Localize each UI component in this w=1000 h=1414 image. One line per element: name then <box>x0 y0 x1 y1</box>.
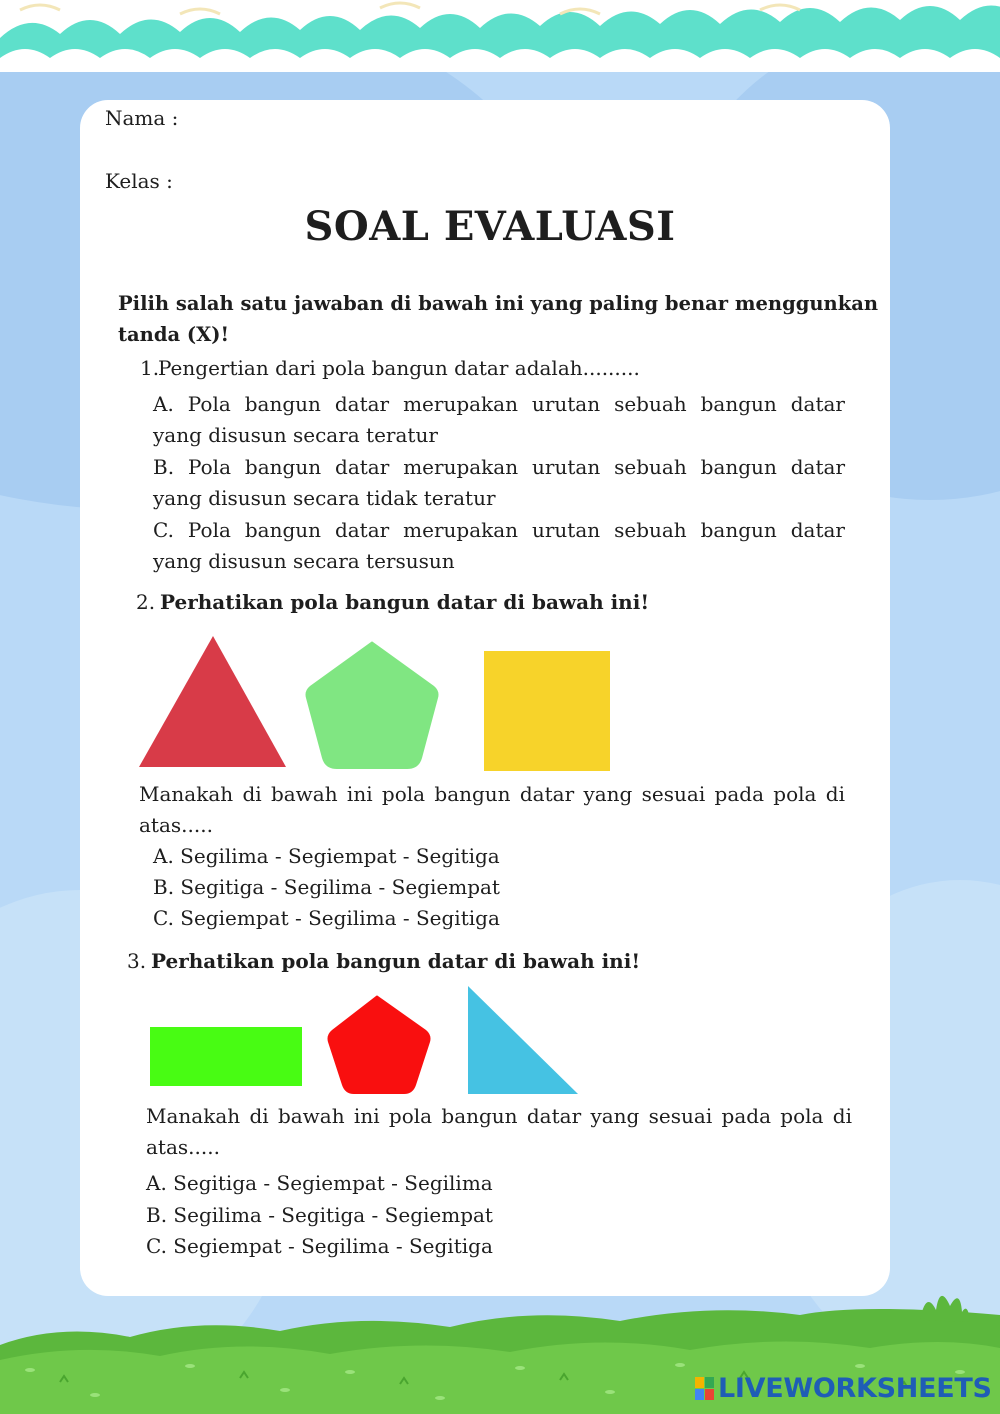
q1-option-b-line-2[interactable]: yang disusun secara tidak teratur <box>153 486 496 510</box>
class-label: Kelas : <box>105 169 173 193</box>
liveworksheets-logo-icon <box>695 1377 715 1401</box>
q1-option-a-line-1[interactable]: A. Pola bangun datar merupakan urutan sebuah bangun datar <box>153 392 845 416</box>
q3-option-c[interactable]: C. Segiempat - Segilima - Segitiga <box>146 1234 493 1258</box>
q3-question: Perhatikan pola bangun datar di bawah ini! <box>151 949 641 973</box>
instruction-line-1: Pilih salah satu jawaban di bawah ini yang paling benar menggunkan <box>118 292 879 315</box>
q2-option-a[interactable]: A. Segilima - Segiempat - Segitiga <box>153 844 500 868</box>
q3-prompt-line-2: atas..... <box>146 1135 220 1159</box>
square-icon <box>484 651 610 771</box>
rectangle-icon <box>150 1027 302 1086</box>
q1-option-c-line-1[interactable]: C. Pola bangun datar merupakan urutan sebuah bangun datar <box>153 518 845 542</box>
wave-border <box>0 0 1000 72</box>
instruction-line-2: tanda (X)! <box>118 323 230 346</box>
q1-option-c-line-2[interactable]: yang disusun secara tersusun <box>153 549 455 573</box>
q3-number: 3. <box>127 949 147 973</box>
pentagon-icon <box>306 642 439 770</box>
q3-prompt-line-1: Manakah di bawah ini pola bangun datar yang sesuai pada pola di <box>146 1104 852 1128</box>
q3-option-b[interactable]: B. Segilima - Segitiga - Segiempat <box>146 1203 493 1227</box>
q1-question: Pengertian dari pola bangun datar adalah......... <box>158 356 640 380</box>
q2-option-b[interactable]: B. Segitiga - Segilima - Segiempat <box>153 875 500 899</box>
q3-shape-pattern <box>146 984 586 1096</box>
q2-question: Perhatikan pola bangun datar di bawah ini! <box>160 590 650 614</box>
brand-logo-text: LIVEWORKSHEETS <box>718 1373 992 1404</box>
q2-number: 2. <box>136 590 156 614</box>
q1-option-b-line-1[interactable]: B. Pola bangun datar merupakan urutan sebuah bangun datar <box>153 455 845 479</box>
pentagon-icon <box>328 996 431 1095</box>
q2-shape-pattern <box>136 634 616 776</box>
q3-option-a[interactable]: A. Segitiga - Segiempat - Segilima <box>146 1171 493 1195</box>
q2-option-c[interactable]: C. Segiempat - Segilima - Segitiga <box>153 906 500 930</box>
q2-prompt-line-2: atas..... <box>139 813 213 837</box>
right-triangle-icon <box>468 986 578 1094</box>
triangle-icon <box>139 636 286 767</box>
q1-number: 1. <box>140 356 160 380</box>
q1-option-a-line-2[interactable]: yang disusun secara teratur <box>153 423 438 447</box>
q2-prompt-line-1: Manakah di bawah ini pola bangun datar yang sesuai pada pola di <box>139 782 845 806</box>
name-label: Nama : <box>105 106 179 130</box>
page-title: SOAL EVALUASI <box>304 203 676 250</box>
